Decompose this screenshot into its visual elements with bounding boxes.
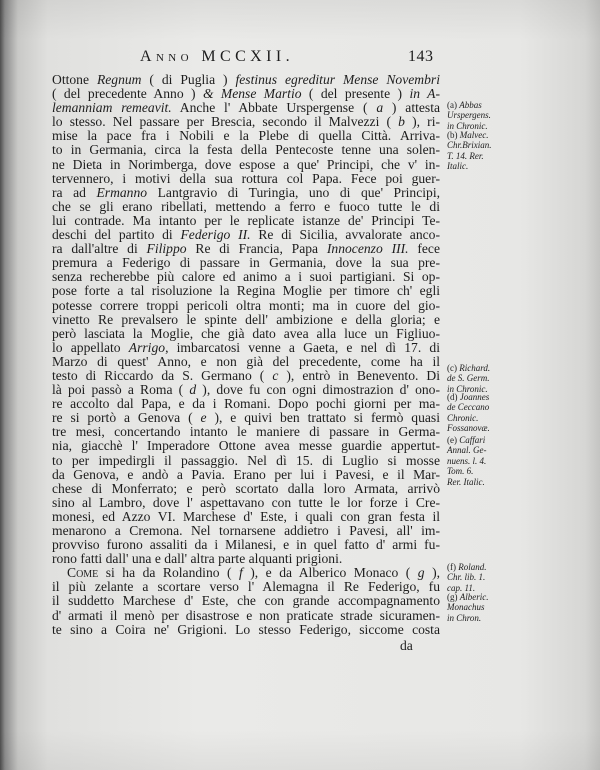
note-text: Fossanovæ. [447,423,490,434]
page-number: 143 [408,48,434,65]
text-segment: monesi, ed Azzo VI. Marchese d' Este, i quali con gran festa il [52,508,440,524]
text-line [52,383,440,397]
note-line [447,151,529,161]
italic-segment: & Mense Martio [202,86,302,102]
text-line [52,369,440,383]
text-line [52,510,440,524]
text-line [52,129,440,143]
text-segment: ra dall'altre di [52,241,147,257]
note-mark: (c) [447,363,457,373]
text-segment: te sino a Coira ne' Grigioni. Lo stesso Federigo, siccome costa [52,621,440,637]
text-segment: ), e quivi ben trattato si fermò quasi [206,410,440,426]
text-segment: ), entrò in Benevento. Di [278,367,441,383]
text-segment: vinetto Re prevalsero le spinte dell' ambizione e della gloria; e [52,311,440,327]
text-line [52,158,440,172]
text-line [52,186,440,200]
text-line [52,228,440,242]
note-line [447,363,529,373]
italic-segment: lemanniam remeavit. [52,100,172,116]
text-line [52,552,440,566]
note-line [447,110,529,120]
note-line [447,402,529,412]
note-text: Chr.Brixian. [447,140,492,151]
text-line [52,594,440,608]
text-segment: d' armati il menò per disastrose e non praticate strade sicuramen- [52,607,440,623]
footnote-ref: g [417,565,425,581]
text-segment: pose forte a tal risoluzione la Regina Moglie per timore ch' egli [52,283,440,299]
note-mark: (d) [447,392,458,402]
margin-note-f [447,562,529,593]
text-segment: ), ri- [404,114,440,130]
text-line [52,397,440,411]
note-text: Italic. [447,161,469,172]
text-line [52,143,440,157]
note-text: Alberic. [459,592,489,602]
note-text: Caffari [459,435,486,445]
footnote-ref: b [398,114,405,130]
text-line [52,101,440,115]
text-segment: il suddetto Marchese d' Este, che con grande accompagnamento [52,593,440,609]
text-segment: però lasciata la Moglie, che già dato avea alla luce un Figliuo- [52,325,440,341]
note-line [447,456,529,466]
text-line [52,425,440,439]
text-segment: , imbarcatosi venne a Gaeta, e nel dì 17. di [165,339,440,355]
text-segment: senza recherebbe più calore ed animo a i suoi partigiani. Si op- [52,269,440,285]
footnote-ref: c [272,367,279,383]
text-line [52,496,440,510]
note-text: in Chron. [447,612,482,623]
text-segment: il più zelante a scortare verso l' Alemagna il Re Federigo, fu [52,579,440,595]
footnote-ref: a [376,100,384,116]
note-line [447,613,529,623]
text-line [52,73,440,87]
note-line [447,592,529,602]
text-line [52,284,440,298]
text-line [52,172,440,186]
text-segment: fece [408,241,440,257]
note-text: T. 14. Rer. [447,150,484,161]
margin-note-d [447,392,529,434]
note-text: in Chronic. [447,383,488,394]
note-text: cap. 11. [447,582,476,593]
note-text: Chr. lib. 1. [447,572,486,583]
text-segment: chese di Monferrato; e però scortato dalla loro Armata, arrivò [52,480,440,496]
text-segment: ), e da Alberico Monaco ( [242,565,418,581]
text-segment: lui contrade. Ma intanto per le replicate istanze de' Principi Te- [52,212,440,228]
text-line [52,214,440,228]
note-text: Tom. 6. [447,466,474,477]
margin-note-a [447,100,529,131]
margin-note-b [447,130,529,172]
text-segment: provviso furono assaliti da i Milanesi, e in quel fatto d' armi fu- [52,537,440,553]
text-segment: che se gli erano ribellati, mettendo a ferro e fuoco tutte le di [52,198,440,214]
italic-segment: festinus egreditur Mense Novembri [235,72,440,87]
note-text: Monachus [447,602,485,613]
note-text: Malvec. [459,130,489,140]
text-line [52,299,440,313]
text-segment: mise la pace fra i Nobili e la Plebe di quella Città. Arriva- [52,128,440,144]
note-text: nuens. l. 4. [447,455,487,466]
note-line [447,562,529,572]
note-text: de S. Germ. [447,373,490,384]
text-line [52,270,440,284]
margin-note-c [447,363,529,394]
note-line [447,423,529,433]
text-segment: Anche l' Abbate Urspergense ( [171,100,377,116]
note-line [447,477,529,487]
italic-segment: Ermanno [96,184,148,200]
text-segment: Re di Francia, Papa [186,241,327,257]
text-segment: ), [424,565,440,581]
text-line [52,411,440,425]
note-line [447,466,529,476]
text-segment: ) attesta [383,100,441,116]
text-segment: re accolto dal Papa, e da i Romani. Dopo pochi giorni per ma- [52,396,440,412]
text-segment: da Genova, e andò a Pavia. Erano per lui i Pavesi, e il Mar- [52,466,440,482]
note-mark: (a) [447,100,457,110]
text-segment: là poi passò a Roma ( [52,382,190,398]
note-mark: (b) [447,130,458,140]
margin-note-g [447,592,529,623]
text-segment: premura a Federigo di passare in Germania, dove la sua pre- [52,255,440,271]
italic-segment: Federigo II. [180,227,251,243]
text-line [52,87,440,101]
note-line [447,413,529,423]
note-line [447,602,529,612]
text-line [52,115,440,129]
text-segment: nia, giacchè l' Imperadore Ottone avea messe guardie appertut- [52,438,440,454]
text-segment: si ha da Rolandino ( [98,565,240,581]
note-text: Annal. Ge- [447,445,487,456]
italic-segment: Regnum [96,72,142,87]
catchword: da [400,638,413,653]
note-line [447,392,529,402]
text-line [52,468,440,482]
note-text: Chronic. [447,412,479,423]
footnote-ref: d [189,382,197,398]
text-segment: Lantgravio di Turingia, uno di que' Principi, [147,184,440,200]
text-segment: Re di Sicilia, avvalorate anco- [250,227,440,243]
note-line [447,373,529,383]
italic-segment: Innocenzo III. [326,241,409,257]
note-line [447,130,529,140]
text-segment: ( del precedente Anno ) [52,86,203,102]
note-text: Joannes [459,392,490,402]
text-segment: ra ad [52,184,97,200]
text-line [52,482,440,496]
text-line [52,454,440,468]
note-text: Rer. Italic. [447,476,485,487]
text-segment: menarono a Cremona. Nel tornarsene addietro i Pavesi, all' im- [52,523,440,538]
text-segment: lo stesso. Nel passare per Brescia, secondo il Malvezzi ( [52,114,399,130]
footnote-ref: e [200,410,207,426]
text-line [52,566,440,580]
note-text: Roland. [458,562,487,572]
text-segment: sino al Lambro, dove l' aspettavano con tutte le lor forze i Cre- [52,494,440,510]
text-line [52,313,440,327]
note-text: Abbas [459,100,482,110]
text-line [52,355,440,369]
text-line [52,538,440,552]
note-mark: (f) [447,562,456,572]
text-segment: tervennero, i motivi della sua rottura col Papa. Fece poi guer- [52,170,440,186]
note-text: Richard. [459,363,491,373]
note-mark: (g) [447,592,458,602]
italic-segment: Arrigo [128,339,166,355]
note-line [447,161,529,171]
text-segment: ), dove fu con ogni dimostrazion d' ono- [196,382,441,398]
text-segment: Marzo di quest' Anno, e non già del precedente, come ha il [52,353,440,369]
paragraph-initial-word: Come [67,565,99,581]
footnote-ref: f [239,565,243,581]
note-line [447,435,529,445]
text-segment: lo appellato [52,339,129,355]
note-line [447,445,529,455]
note-text: de Ceccano [447,402,490,413]
text-segment: potesse correre troppi pericoli oltra monti; ma in cuore del gio- [52,297,440,313]
margin-note-e [447,435,529,487]
text-segment: ( del presente ) [301,86,410,102]
text-line [52,439,440,453]
text-segment: to in Germania, circa la festa della Pentecoste tenne una solen- [52,142,440,158]
italic-segment: Filippo [146,241,187,257]
text-line [52,580,440,594]
text-line [52,200,440,214]
text-line [52,256,440,270]
note-line [447,572,529,582]
note-line [447,100,529,110]
text-segment: deschi del partito di [52,227,181,243]
text-segment: testo di Riccardo da S. Germano ( [52,367,273,383]
note-mark: (e) [447,435,457,445]
text-segment: ( di Puglia ) [141,72,236,87]
main-text [52,73,440,637]
text-segment: re si portò a Genova ( [52,410,201,426]
note-text: Urspergens. [447,110,491,121]
note-text: in Chronic. [447,120,488,131]
text-segment: tre mesi, concertando intanto le maniere di passare in Germa- [52,424,440,440]
running-title: Anno MCCXII. [140,48,294,65]
text-line [52,609,440,623]
text-segment: to per impedirgli il passaggio. Nel dì 15. di Luglio si mosse [52,452,440,468]
text-segment: Ottone [52,72,97,87]
text-line [52,623,440,637]
text-line [52,242,440,256]
text-line [52,524,440,538]
note-line [447,140,529,150]
italic-segment: in A- [409,86,440,102]
text-line [52,327,440,341]
text-segment: ne Dieta in Norimberga, dove espose a que' Principi, che v' in- [52,156,440,172]
text-segment: rono fatti dall' una e dall' altra parte alquanti prigioni. [52,551,343,567]
text-line [52,341,440,355]
